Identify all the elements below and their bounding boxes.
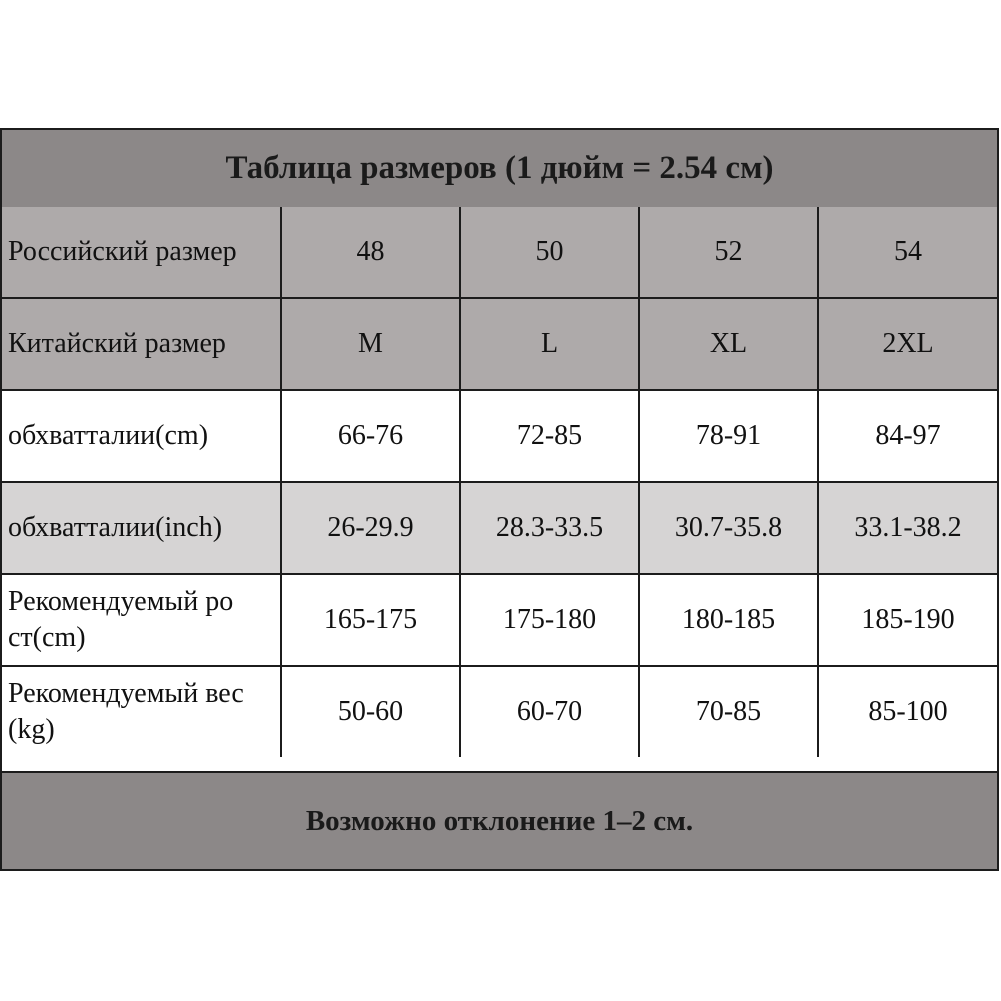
table-cell: 180-185 xyxy=(639,574,818,666)
table-row-chinese-size xyxy=(2,298,997,390)
table-cell: 30.7-35.8 xyxy=(639,482,818,574)
table-cell: L xyxy=(460,298,639,390)
table-cell: 72-85 xyxy=(460,390,639,482)
table-cell: 60-70 xyxy=(460,666,639,757)
table-cell: 85-100 xyxy=(818,666,997,757)
size-chart-title: Таблица размеров (1 дюйм = 2.54 см) xyxy=(2,130,997,209)
table-cell: 48 xyxy=(281,207,460,298)
table-cell: 50 xyxy=(460,207,639,298)
table-cell: 78-91 xyxy=(639,390,818,482)
table-row-russian-size xyxy=(2,207,997,298)
table-cell: 84-97 xyxy=(818,390,997,482)
table-cell: 26-29.9 xyxy=(281,482,460,574)
table-cell: 50-60 xyxy=(281,666,460,757)
size-chart xyxy=(0,128,999,871)
table-row-weight xyxy=(2,666,997,757)
row-label: Рекомендуемый ро ст(cm) xyxy=(2,574,281,666)
row-label: Китайский размер xyxy=(2,298,281,390)
row-label: обхватталии(inch) xyxy=(2,482,281,574)
table-cell: 33.1-38.2 xyxy=(818,482,997,574)
table-row-waist-inch xyxy=(2,482,997,574)
table-cell: 52 xyxy=(639,207,818,298)
row-label: Российский размер xyxy=(2,207,281,298)
size-table xyxy=(2,207,997,757)
row-label: обхватталии(cm) xyxy=(2,390,281,482)
table-cell: 54 xyxy=(818,207,997,298)
deviation-note: Возможно отклонение 1–2 см. xyxy=(2,771,997,869)
table-cell: 165-175 xyxy=(281,574,460,666)
table-cell: 28.3-33.5 xyxy=(460,482,639,574)
table-cell: XL xyxy=(639,298,818,390)
table-cell: 66-76 xyxy=(281,390,460,482)
table-row-height xyxy=(2,574,997,666)
table-cell: 185-190 xyxy=(818,574,997,666)
table-cell: 175-180 xyxy=(460,574,639,666)
row-label: Рекомендуемый вес (kg) xyxy=(2,666,281,757)
table-cell: M xyxy=(281,298,460,390)
table-cell: 70-85 xyxy=(639,666,818,757)
table-cell: 2XL xyxy=(818,298,997,390)
table-row-waist-cm xyxy=(2,390,997,482)
